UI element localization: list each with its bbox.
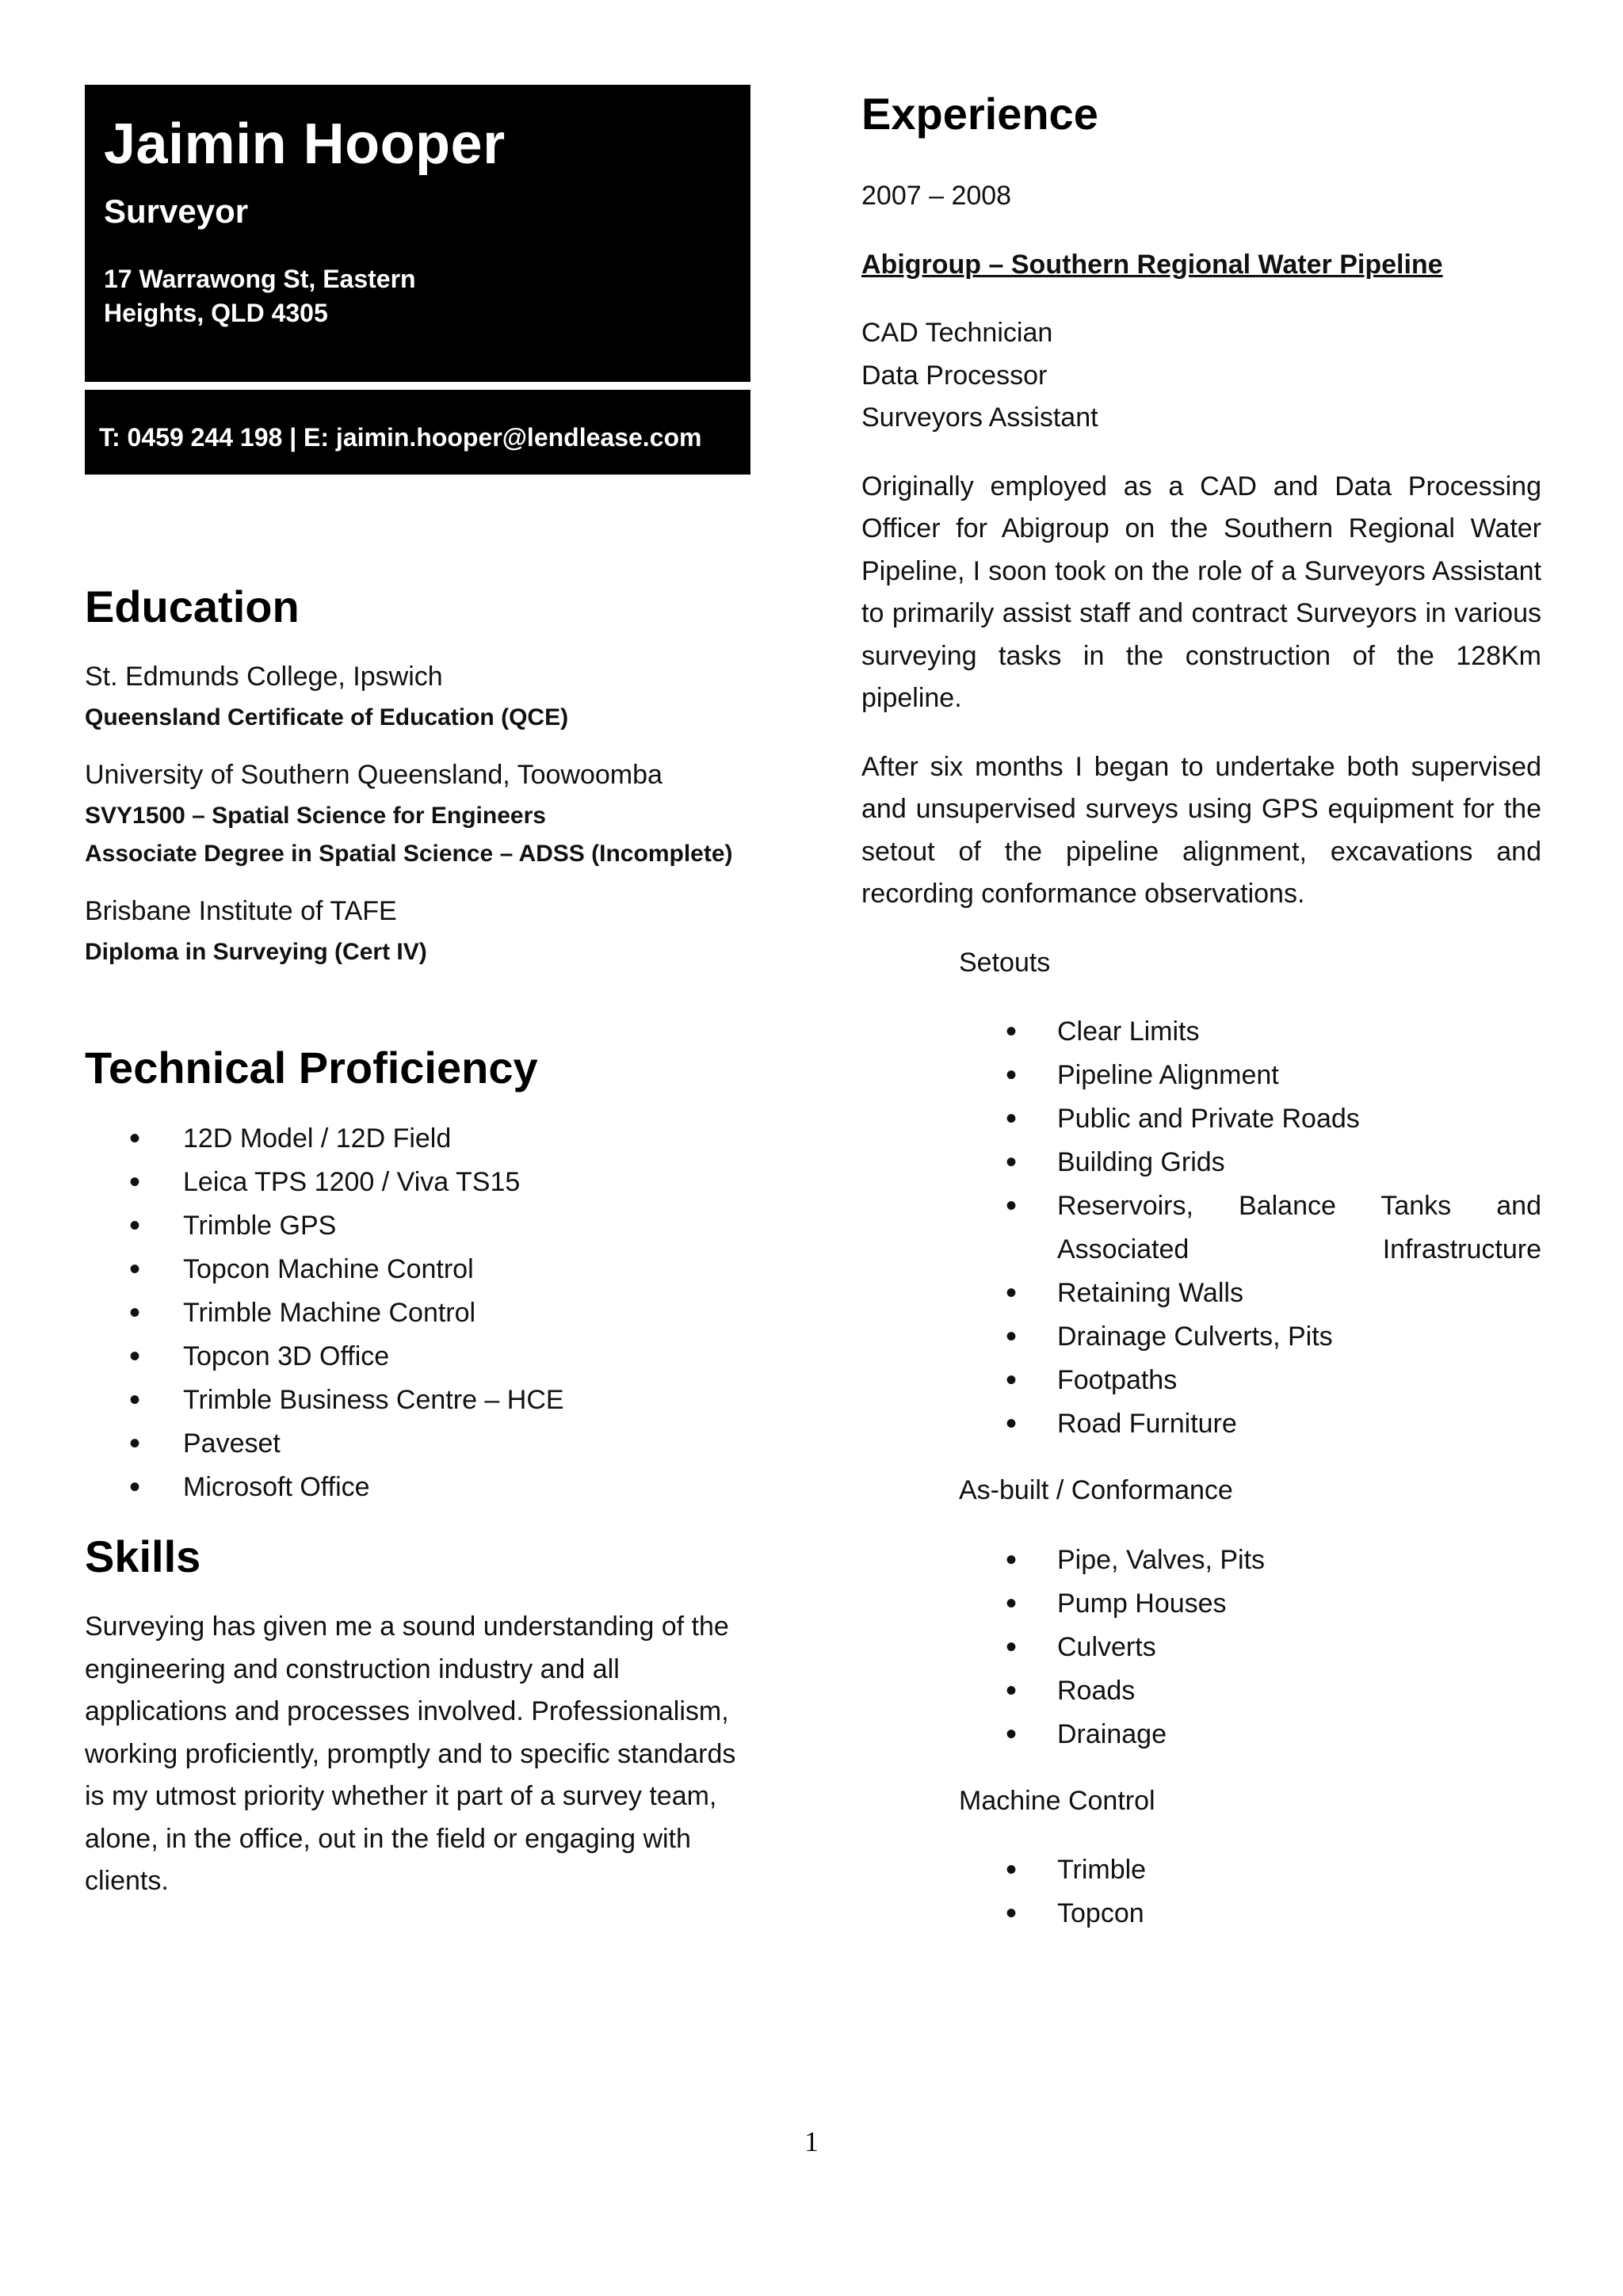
asbuilt-list: [861, 1539, 1541, 1756]
asbuilt-label: As-built / Conformance: [959, 1475, 1233, 1506]
list-item: • Retaining Walls: [861, 1272, 1541, 1315]
list-item: • Topcon Machine Control: [85, 1248, 750, 1291]
list-item: • Topcon: [861, 1892, 1541, 1936]
setouts-label: Setouts: [959, 947, 1051, 978]
list-item-line: Reservoirs, Balance Tanks and: [1057, 1191, 1541, 1222]
education-heading: Education: [85, 582, 300, 631]
setouts-list: [861, 1010, 1541, 1446]
candidate-name: Jaimin Hooper: [104, 113, 506, 176]
list-item: • Clear Limits: [861, 1010, 1541, 1054]
list-item: • Pipeline Alignment: [861, 1054, 1541, 1097]
address-line: Heights, QLD 4305: [104, 298, 328, 327]
address: [104, 262, 731, 330]
list-item: • Trimble: [861, 1848, 1541, 1892]
experience-heading: Experience: [861, 89, 1098, 139]
employer: Abigroup – Southern Regional Water Pipeline: [861, 249, 1443, 280]
list-item: • Roads: [861, 1669, 1541, 1713]
list-item: • Drainage Culverts, Pits: [861, 1315, 1541, 1359]
roles: [861, 312, 1541, 440]
role: CAD Technician: [861, 318, 1053, 349]
institution: St. Edmunds College, Ipswich: [85, 662, 443, 692]
experience-paragraph: Originally employed as a CAD and Data Processing Officer for Abigroup on the Southern Regional Water Pipeline, I soon took on the role of a Surveyors Assistant to primarily assist staff and contract Surveyors in various surveying tasks in the construction of the 128Km pipeline.: [861, 471, 1541, 714]
experience-paragraph: After six months I began to undertake both supervised and unsupervised surveys using GPS equipment for the setout of the pipeline alignment, excavations and recording conformance observations.: [861, 751, 1541, 910]
education-entry: [85, 754, 750, 873]
list-item: • Microsoft Office: [85, 1466, 750, 1509]
technical-heading: Technical Proficiency: [85, 1042, 538, 1093]
list-item: • Building Grids: [861, 1141, 1541, 1184]
list-item: • Trimble Business Centre – HCE: [85, 1379, 750, 1422]
list-item: [861, 1184, 1541, 1272]
list-item: • Road Furniture: [861, 1402, 1541, 1446]
list-item-line: Associated Infrastructure: [1057, 1234, 1541, 1265]
header-box: [85, 85, 750, 382]
contact-bar: T: 0459 244 198 | E: jaimin.hooper@lendlease.com: [85, 390, 750, 475]
education-entry: [85, 656, 750, 737]
technical-list: [85, 1117, 750, 1509]
list-item: • Trimble Machine Control: [85, 1291, 750, 1335]
machine-control-list: [861, 1848, 1541, 1936]
list-item: • Public and Private Roads: [861, 1097, 1541, 1141]
list-item: • Trimble GPS: [85, 1204, 750, 1248]
machine-control-label: Machine Control: [959, 1785, 1155, 1816]
left-column: [85, 85, 750, 1903]
experience-period: 2007 – 2008: [861, 181, 1012, 212]
page-number: 1: [804, 2126, 819, 2157]
qualification: Diploma in Surveying (Cert IV): [85, 938, 427, 965]
candidate-title: Surveyor: [104, 192, 249, 230]
list-item: • Leica TPS 1200 / Viva TS15: [85, 1161, 750, 1204]
list-item: • Topcon 3D Office: [85, 1335, 750, 1379]
role: Data Processor: [861, 360, 1048, 391]
education-entry: [85, 891, 750, 971]
qualification: Queensland Certificate of Education (QCE): [85, 704, 569, 731]
qualification: SVY1500 – Spatial Science for Engineers: [85, 802, 546, 829]
list-item: • Drainage: [861, 1713, 1541, 1756]
list-item: • Footpaths: [861, 1359, 1541, 1402]
list-item: • Pipe, Valves, Pits: [861, 1539, 1541, 1582]
list-item: • 12D Model / 12D Field: [85, 1117, 750, 1161]
role: Surveyors Assistant: [861, 402, 1098, 433]
qualification: Associate Degree in Spatial Science – ADSS (Incomplete): [85, 840, 733, 867]
list-item: • Pump Houses: [861, 1582, 1541, 1626]
address-line: 17 Warrawong St, Eastern: [104, 264, 416, 293]
institution: Brisbane Institute of TAFE: [85, 895, 397, 926]
right-column: [861, 85, 1541, 1959]
list-item: • Paveset: [85, 1422, 750, 1466]
list-item: • Culverts: [861, 1626, 1541, 1669]
institution: University of Southern Queensland, Toowoomba: [85, 760, 663, 791]
skills-heading: Skills: [85, 1531, 201, 1581]
skills-text: Surveying has given me a sound understanding of the engineering and construction industry and all applications and processes involved. Professionalism, working proficiently, promptly and to specific standards is my utmost priority whether it part of a survey team, alone, in the office, out in the field or engaging with clients.: [85, 1611, 736, 1897]
